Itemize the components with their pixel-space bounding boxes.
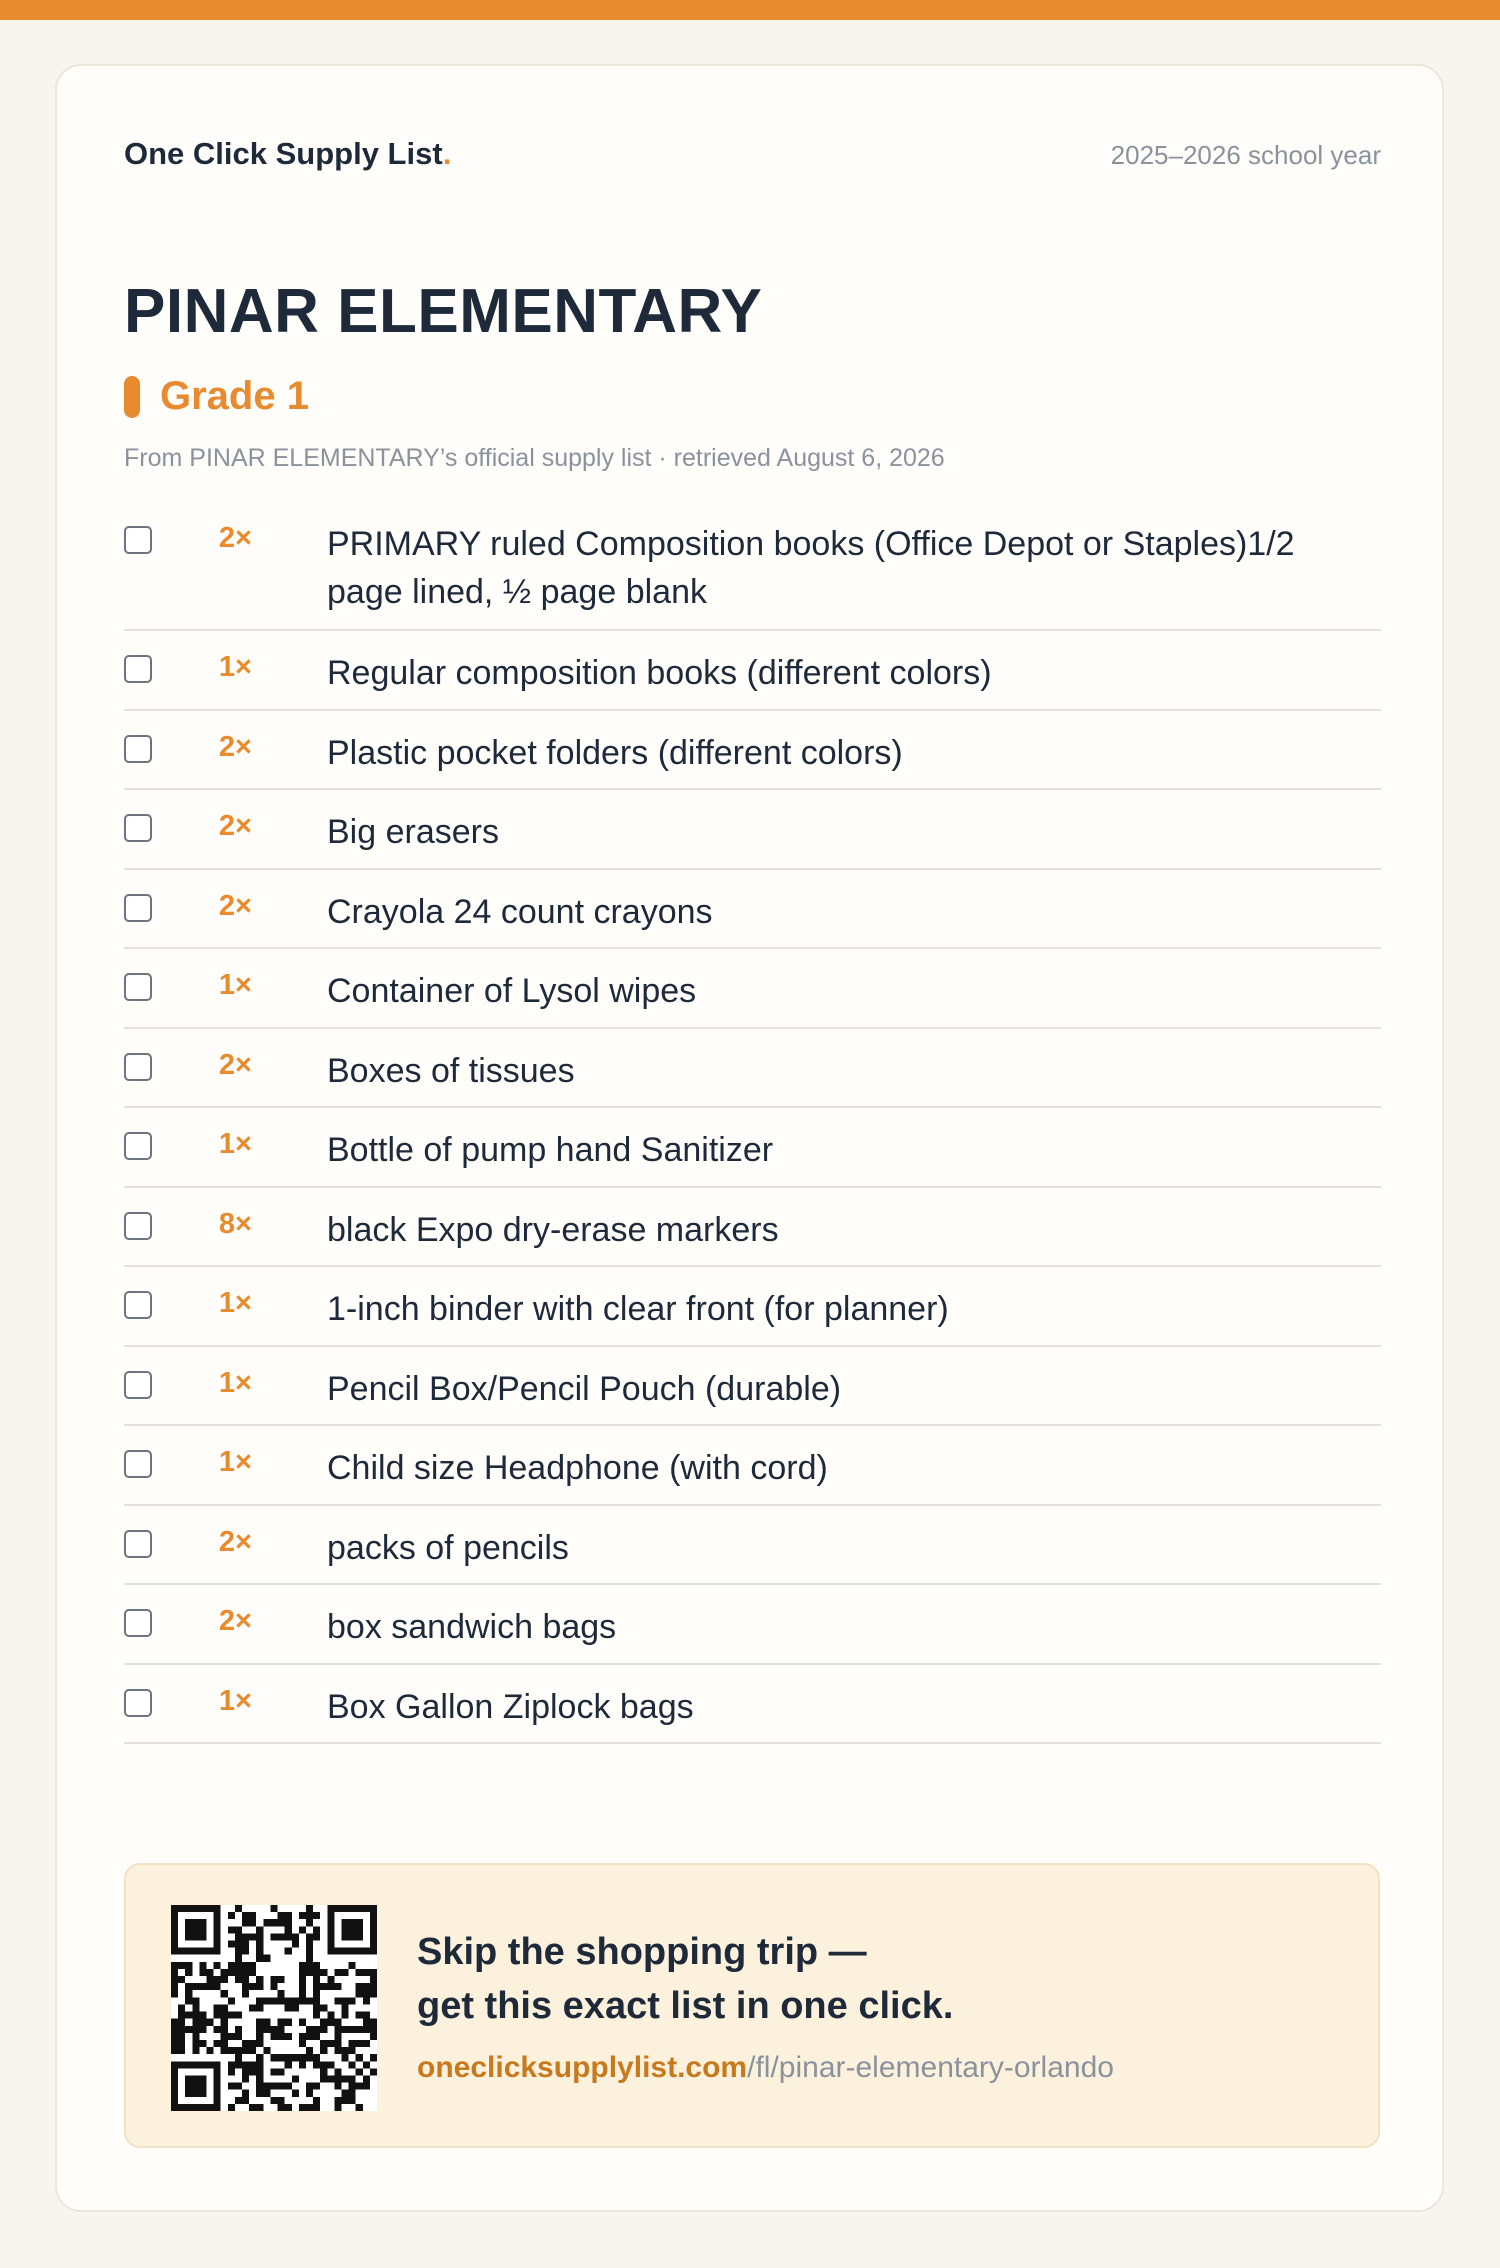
list-item xyxy=(124,1585,1381,1665)
list-item xyxy=(124,1188,1381,1268)
source-note: From PINAR ELEMENTARY’s official supply list · retrieved August 6, 2026 xyxy=(124,444,945,472)
promo-link-path[interactable]: /fl/pinar-elementary-orlando xyxy=(747,2051,1114,2084)
item-name: Regular composition books (different colors) xyxy=(327,654,992,692)
item-checkbox[interactable] xyxy=(124,1371,152,1399)
promo-headline xyxy=(417,1925,953,2033)
list-item xyxy=(124,1506,1381,1586)
item-name: Container of Lysol wipes xyxy=(327,972,697,1010)
item-name: Pencil Box/Pencil Pouch (durable) xyxy=(327,1369,842,1408)
brand-logo xyxy=(124,136,451,172)
item-quantity: 2× xyxy=(218,1605,252,1637)
item-name: packs of pencils xyxy=(327,1528,569,1567)
promo-headline-line2: get this exact list in one click. xyxy=(417,1985,954,2027)
list-item xyxy=(124,870,1381,950)
item-checkbox[interactable] xyxy=(124,1291,152,1319)
list-item xyxy=(124,1347,1381,1427)
item-checkbox[interactable] xyxy=(124,735,152,763)
item-checkbox[interactable] xyxy=(124,1132,152,1160)
list-item xyxy=(124,949,1381,1029)
list-item xyxy=(124,1426,1381,1506)
promo-box xyxy=(124,1863,1380,2148)
item-quantity: 2× xyxy=(218,889,252,922)
item-quantity: 2× xyxy=(218,1525,252,1558)
grade-marker xyxy=(124,376,140,418)
brand-dot: . xyxy=(442,136,452,171)
qr-code-icon[interactable] xyxy=(171,1905,377,2111)
item-quantity: 8× xyxy=(218,1207,252,1240)
list-item xyxy=(124,711,1381,791)
top-accent-bar xyxy=(0,0,1500,20)
grade-label: Grade 1 xyxy=(160,374,309,418)
item-checkbox[interactable] xyxy=(124,655,152,683)
list-item xyxy=(124,790,1381,870)
item-name: Bottle of pump hand Sanitizer xyxy=(327,1131,774,1169)
item-checkbox[interactable] xyxy=(124,814,152,842)
item-name: Child size Headphone (with cord) xyxy=(327,1449,828,1487)
list-item xyxy=(124,1665,1381,1745)
item-quantity: 2× xyxy=(218,522,252,554)
item-quantity: 1× xyxy=(218,1446,252,1478)
item-checkbox[interactable] xyxy=(124,1609,152,1637)
item-quantity: 1× xyxy=(218,1287,252,1319)
item-quantity: 1× xyxy=(218,1128,252,1160)
item-quantity: 1× xyxy=(218,969,252,1001)
item-name: Crayola 24 count crayons xyxy=(327,892,713,931)
item-name: PRIMARY ruled Composition books (Office Depot or Staples)1/2 page lined, ½ page blank xyxy=(327,525,1295,611)
school-year: 2025–2026 school year xyxy=(1110,140,1381,170)
list-item xyxy=(124,1267,1381,1347)
list-item xyxy=(124,1108,1381,1188)
brand-row xyxy=(124,136,1381,176)
supply-list xyxy=(124,502,1381,1744)
item-name: 1-inch binder with clear front (for planner) xyxy=(327,1290,949,1328)
item-checkbox[interactable] xyxy=(124,973,152,1001)
item-quantity: 2× xyxy=(218,1048,252,1081)
item-checkbox[interactable] xyxy=(124,1689,152,1717)
item-name: box sandwich bags xyxy=(327,1608,617,1646)
item-checkbox[interactable] xyxy=(124,1053,152,1081)
promo-headline-line1: Skip the shopping trip — xyxy=(417,1931,867,1973)
item-name: black Expo dry-erase markers xyxy=(327,1210,779,1249)
list-item xyxy=(124,1029,1381,1109)
supply-list-card xyxy=(55,64,1444,2212)
item-name: Box Gallon Ziplock bags xyxy=(327,1687,694,1726)
list-item xyxy=(124,502,1381,631)
item-name: Plastic pocket folders (different colors) xyxy=(327,733,903,772)
item-quantity: 1× xyxy=(218,651,252,683)
promo-link-domain[interactable]: oneclicksupplylist.com xyxy=(417,2051,748,2084)
item-checkbox[interactable] xyxy=(124,1212,152,1240)
promo-link[interactable] xyxy=(417,2051,1114,2085)
item-name: Big erasers xyxy=(327,813,499,851)
item-checkbox[interactable] xyxy=(124,1530,152,1558)
item-checkbox[interactable] xyxy=(124,1450,152,1478)
item-quantity: 2× xyxy=(218,730,252,763)
item-quantity: 1× xyxy=(218,1684,252,1717)
item-quantity: 2× xyxy=(218,810,252,842)
item-quantity: 1× xyxy=(218,1366,252,1399)
item-name: Boxes of tissues xyxy=(327,1051,575,1090)
item-checkbox[interactable] xyxy=(124,526,152,554)
item-checkbox[interactable] xyxy=(124,894,152,922)
list-item xyxy=(124,631,1381,711)
brand-name: One Click Supply List xyxy=(124,136,443,171)
school-name: PINAR ELEMENTARY xyxy=(124,277,763,346)
